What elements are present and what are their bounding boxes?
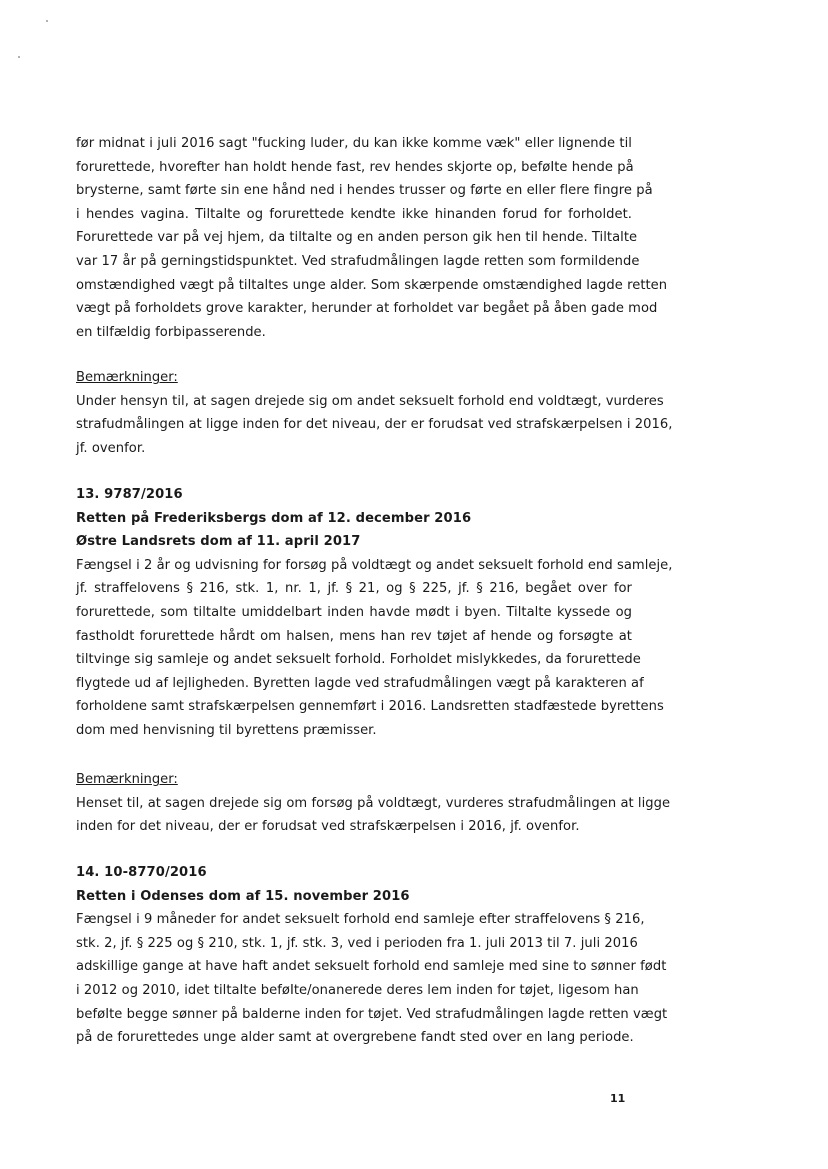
court-ruling: Retten på Frederiksbergs dom af 12. december 2016	[76, 510, 472, 526]
text-line: Henset til, at sagen drejede sig om forsøg på voldtægt, vurderes strafudmålingen at ligge	[76, 795, 671, 811]
case-number: 14. 10-8770/2016	[76, 865, 207, 880]
scan-speck	[18, 56, 20, 58]
text-line: dom med henvisning til byrettens præmisser.	[76, 722, 377, 738]
text-line: før midnat i juli 2016 sagt "fucking luder, du kan ikke komme væk" eller lignende til	[76, 136, 632, 151]
case-14-section	[76, 861, 668, 1050]
text-line: forholdene samt strafskærpelsen gennemført i 2016. Landsretten stadfæstede byrettens	[76, 699, 664, 715]
text-line: Under hensyn til, at sagen drejede sig om andet seksuelt forhold end voldtægt, vurderes	[76, 393, 664, 409]
text-line: på de forurettedes unge alder samt at overgrebene fandt sted over en lang periode.	[76, 1030, 634, 1046]
text-line: fastholdt forurettede hårdt om halsen, mens han rev tøjet af hende og forsøgte at	[76, 628, 632, 644]
text-line: jf. straffelovens § 216, stk. 1, nr. 1, jf. § 21, og § 225, jf. § 216, begået over for	[76, 581, 632, 597]
scan-speck	[46, 20, 48, 22]
remark-heading: Bemærkninger:	[76, 772, 178, 787]
text-line: adskillige gange at have haft andet seksuelt forhold end samleje med sine to sønner født	[76, 959, 667, 975]
text-line: Fængsel i 9 måneder for andet seksuelt forhold end samleje efter straffelovens § 216,	[76, 912, 645, 928]
text-line: forurettede, hvorefter han holdt hende fast, rev hendes skjorte op, beføIte hende på	[76, 159, 634, 175]
case-number: 13. 9787/2016	[76, 487, 183, 502]
text-line: Forurettede var på vej hjem, da tiltalte og en anden person gik hen til hende. Tiltalte	[76, 230, 638, 246]
remark-section	[76, 768, 671, 839]
text-line: strafudmålingen at ligge inden for det niveau, der er forudsat ved strafskærpelsen i 2016,	[76, 417, 673, 433]
text-line: forurettede, som tiltalte umiddelbart inden havde mødt i byen. Tiltalte kyssede og	[76, 604, 632, 620]
text-line: vægt på forholdets grove karakter, herunder at forholdet var begået på åben gade mod	[76, 301, 658, 317]
remark-heading: Bemærkninger:	[76, 370, 178, 385]
text-line: i hendes vagina. Tiltalte og forurettede kendte ikke hinanden forud for forholdet.	[76, 206, 632, 222]
text-line: omstændighed vægt på tiltaltes unge alder. Som skærpende omstændighed lagde retten	[76, 277, 668, 293]
text-line: brysterne, samt førte sin ene hånd ned i hendes trusser og førte en eller flere fingre på	[76, 183, 653, 199]
court-ruling: Østre Landsrets dom af 11. april 2017	[76, 534, 361, 550]
text-line: var 17 år på gerningstidspunktet. Ved strafudmålingen lagde retten som formildende	[76, 253, 640, 269]
court-ruling: Retten i Odenses dom af 15. november 2016	[76, 888, 410, 904]
page-number: 11	[610, 1092, 626, 1105]
text-line: inden for det niveau, der er forudsat ved strafskærpelsen i 2016, jf. ovenfor.	[76, 819, 580, 835]
remark-section	[76, 366, 673, 460]
text-line: beføIte begge sønner på balderne inden for tøjet. Ved strafudmålingen lagde retten vægt	[76, 1006, 668, 1022]
intro-paragraph	[76, 132, 668, 344]
text-line: i 2012 og 2010, idet tiltalte beføIte/onanerede deres lem inden for tøjet, ligesom han	[76, 982, 639, 998]
text-line: stk. 2, jf. § 225 og § 210, stk. 1, jf. stk. 3, ved i perioden fra 1. juli 2013 til 7. juli 2016	[76, 935, 638, 951]
text-line: tiltvinge sig samleje og andet seksuelt forhold. Forholdet mislykkedes, da forurettede	[76, 652, 641, 668]
text-line: Fængsel i 2 år og udvisning for forsøg på voldtægt og andet seksuelt forhold end samleje,	[76, 557, 673, 573]
case-13-section	[76, 483, 673, 743]
text-line: jf. ovenfor.	[76, 440, 146, 456]
text-line: en tilfældig forbipasserende.	[76, 324, 266, 340]
text-line: flygtede ud af lejligheden. Byretten lagde ved strafudmålingen vægt på karakteren af	[76, 675, 644, 691]
